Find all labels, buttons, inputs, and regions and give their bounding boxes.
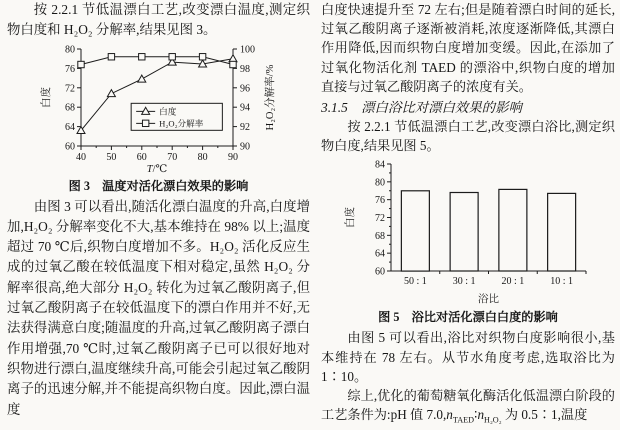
svg-text:100: 100: [240, 44, 255, 56]
figure5-chart: [333, 157, 614, 307]
svg-text:白度: 白度: [41, 86, 52, 108]
svg-text:H₂O₂分解率/%: H₂O₂分解率/%: [265, 64, 276, 130]
svg-text:94: 94: [240, 102, 250, 114]
svg-text:60: 60: [65, 141, 75, 153]
bath-ratio-method-paragraph: 按 2.2.1 节低温漂白工艺,改变漂白浴比,测定织物白度,结果见图 5。: [321, 119, 615, 154]
svg-text:浴比: 浴比: [478, 294, 499, 306]
svg-text:90: 90: [228, 151, 238, 163]
svg-text:68: 68: [375, 231, 385, 243]
svg-text:64: 64: [375, 249, 385, 261]
svg-text:96: 96: [240, 82, 250, 94]
continuation-paragraph: 白度快速提升至 72 左右;但是随着漂白时间的延长,过氧乙酸阴离子逐渐被消耗,浓度逐渐降低,其漂白作用降低,因而织物白度增加变缓。因此,在添加了过氧化物活化剂 TAED 的漂浴中,织物白度的增加直接与过氧乙酸阴离子的浓度有关。: [321, 2, 615, 94]
svg-text:T/℃: T/℃: [146, 163, 168, 175]
svg-text:84: 84: [375, 159, 385, 171]
svg-text:白度: 白度: [159, 105, 177, 116]
svg-text:30 : 1: 30 : 1: [452, 276, 476, 288]
svg-text:40: 40: [76, 151, 86, 163]
figure5-discussion-paragraph: 由图 5 可以看出,浴比对织物白度影响很小,基本维持在 78 左右。从节水角度考虑,选取浴比为 1∶10。: [321, 330, 615, 384]
svg-text:10 : 1: 10 : 1: [550, 276, 574, 288]
svg-text:72: 72: [65, 82, 75, 94]
conclusion-paragraph: 综上,优化的葡萄糖氧化酶活化低温漂白阶段的工艺条件为:pH 值 $7.0,n_{TAED}∶n_{H_2O_2}$ 为 0.5∶1,温度: [321, 388, 615, 425]
svg-text:20 : 1: 20 : 1: [501, 276, 525, 288]
svg-text:80: 80: [197, 151, 208, 163]
svg-text:H₂O₂分解率: H₂O₂分解率: [159, 117, 204, 128]
intro-paragraph: 按 2.2.1 节低温漂白工艺,改变漂白温度,测定织物白度和 H₂O₂ 分解率,结果见图 3。: [7, 2, 310, 38]
svg-text:50 : 1: 50 : 1: [403, 276, 427, 288]
svg-text:60: 60: [136, 151, 147, 163]
figure3-chart: [35, 42, 309, 176]
figure5-caption: 图 5 浴比对活化漂白白度的影响: [378, 310, 558, 325]
svg-text:98: 98: [240, 63, 250, 75]
svg-text:68: 68: [65, 102, 75, 114]
svg-text:50: 50: [106, 151, 117, 163]
svg-text:76: 76: [65, 63, 75, 75]
section-heading-3-1-5: 3.1.5 漂白浴比对漂白效果的影响: [321, 100, 522, 116]
left-column: [7, 0, 310, 420]
figure5: [321, 157, 615, 325]
svg-text:白度: 白度: [345, 207, 356, 229]
figure3-discussion-paragraph: 由图 3 可以看出,随活化漂白温度的升高,白度增加,H₂O₂ 分解率变化不大,基本维持在 98% 以上;温度超过 70 ℃后,织物白度增加不多。H₂O₂ 活化反应生成的过氧乙酸在较低温度下相对稳定,虽然 H₂O₂ 分解率很高,绝大部分 H₂O₂ 转化为过氧乙酸阴离子,但过氧乙酸阴离子在较低温度下的漂白作用并不好,无法获得满意白度;随温度的升高,过氧乙酸阴离子漂白作用增强,70 ℃时,过氧乙酸阴离子已可以很好地对织物进行漂白,温度继续升高,可能会引起过氧乙酸阴离子的迅速分解,并不能提高织物白度。因此,漂白温度: [7, 198, 310, 417]
svg-text:80: 80: [375, 177, 385, 189]
svg-text:80: 80: [65, 44, 75, 56]
svg-text:92: 92: [240, 121, 250, 133]
svg-text:60: 60: [375, 266, 385, 278]
right-column: [321, 0, 615, 430]
svg-text:90: 90: [240, 141, 250, 153]
svg-text:70: 70: [167, 151, 178, 163]
svg-text:72: 72: [375, 213, 385, 225]
figure3-caption: 图 3 温度对活化漂白效果的影响: [68, 178, 249, 193]
figure3: [7, 42, 310, 194]
svg-text:76: 76: [375, 195, 385, 207]
svg-text:64: 64: [65, 121, 75, 133]
